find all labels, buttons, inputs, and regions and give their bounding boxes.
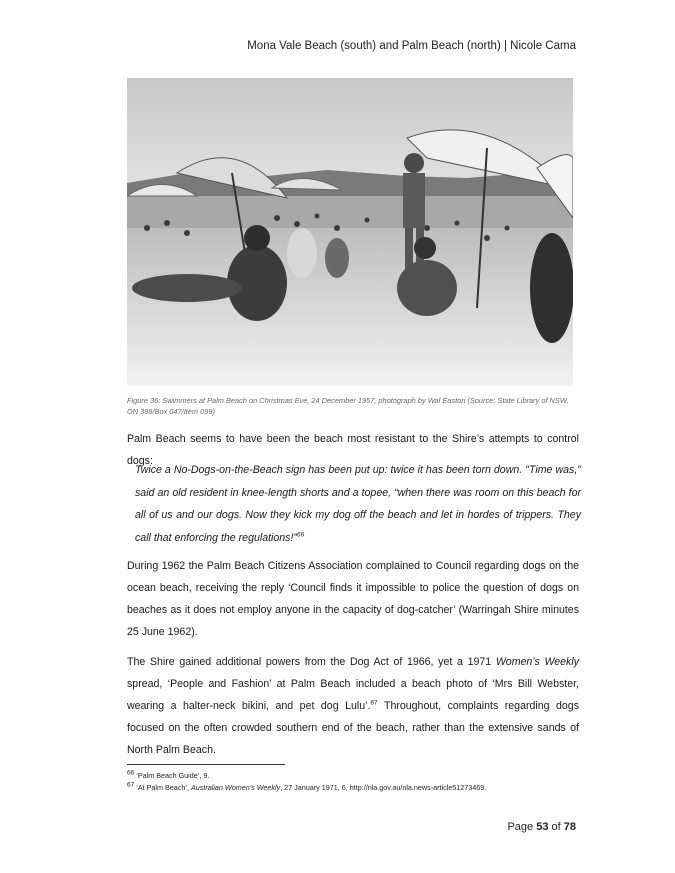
paragraph-2: During 1962 the Palm Beach Citizens Association complained to Council regarding dogs on the ocean beach, receiving the reply ‘Council finds it impossible to police the question of dogs on beaches as it does not employ anyone in the capacity of dog-catcher’ (Warringah Shire minutes 25 June 1962). bbox=[127, 560, 579, 638]
footnote-text: ‘Palm Beach Guide’, 9. bbox=[134, 771, 210, 780]
paragraph-1: Palm Beach seems to have been the beach most resistant to the Shire’s attempts to control dogs: bbox=[127, 433, 579, 467]
page-label: Page bbox=[507, 821, 537, 833]
block-quote bbox=[135, 459, 581, 549]
of-label: of bbox=[548, 821, 564, 833]
page-number: 53 bbox=[536, 821, 549, 833]
footnote-ref-67[interactable]: 67 bbox=[370, 699, 378, 707]
para3-text-a: The Shire gained additional powers from the Dog Act of 1966, yet a 1971 bbox=[127, 656, 496, 668]
running-header: Mona Vale Beach (south) and Palm Beach (north) | Nicole Cama bbox=[247, 40, 576, 52]
footnote-divider bbox=[127, 764, 285, 765]
quote-text: Twice a No-Dogs-on-the-Beach sign has been put up: twice it has been torn down. "Time was," said an old resident in knee-length shorts and a topee, “when there was room on this beach for all of us and our dogs. Now they kick my dog off the beach and let in hordes of trippers. They call that enforcing the regulations!” bbox=[135, 464, 581, 544]
para3-text-b: spread, ‘People and Fashion’ at Palm Beach included a beach photo of ‘Mrs Bill Webster, wearing a halter-neck bikini, and pet dog Lulu’. bbox=[127, 678, 579, 712]
para3-text-c: Throughout, complaints regarding dogs focused on the often crowded southern end of the beach, rather than the extensive sands of North Palm Beach. bbox=[127, 700, 579, 756]
page-footer bbox=[507, 821, 576, 833]
paragraph-3 bbox=[127, 651, 579, 761]
figure-caption: Figure 36: Swimmers at Palm Beach on Christmas Eve, 24 December 1957, photograph by Wal Easton (Source: State Library of NSW, ON 388/Box 047/Item 099) bbox=[127, 396, 569, 416]
footnote-text-link[interactable]: , 27 January 1971, 6, http://nla.gov.au/nla.news-article51273469. bbox=[280, 782, 487, 792]
footnote-number: 66 bbox=[127, 769, 135, 777]
footnote-ref-66[interactable]: 66 bbox=[296, 530, 305, 538]
publication-title: Women’s Weekly bbox=[495, 656, 579, 668]
footnote-text: ‘At Palm Beach’, bbox=[134, 782, 191, 792]
footnotes bbox=[127, 770, 587, 793]
beach-photograph bbox=[127, 78, 573, 386]
beach-photo-illustration bbox=[127, 78, 573, 386]
footnote-66 bbox=[127, 770, 587, 782]
page-total: 78 bbox=[563, 821, 576, 833]
footnote-67 bbox=[127, 782, 587, 794]
footnote-publication: Australian Women’s Weekly bbox=[190, 782, 281, 792]
footnote-number: 67 bbox=[127, 781, 135, 789]
